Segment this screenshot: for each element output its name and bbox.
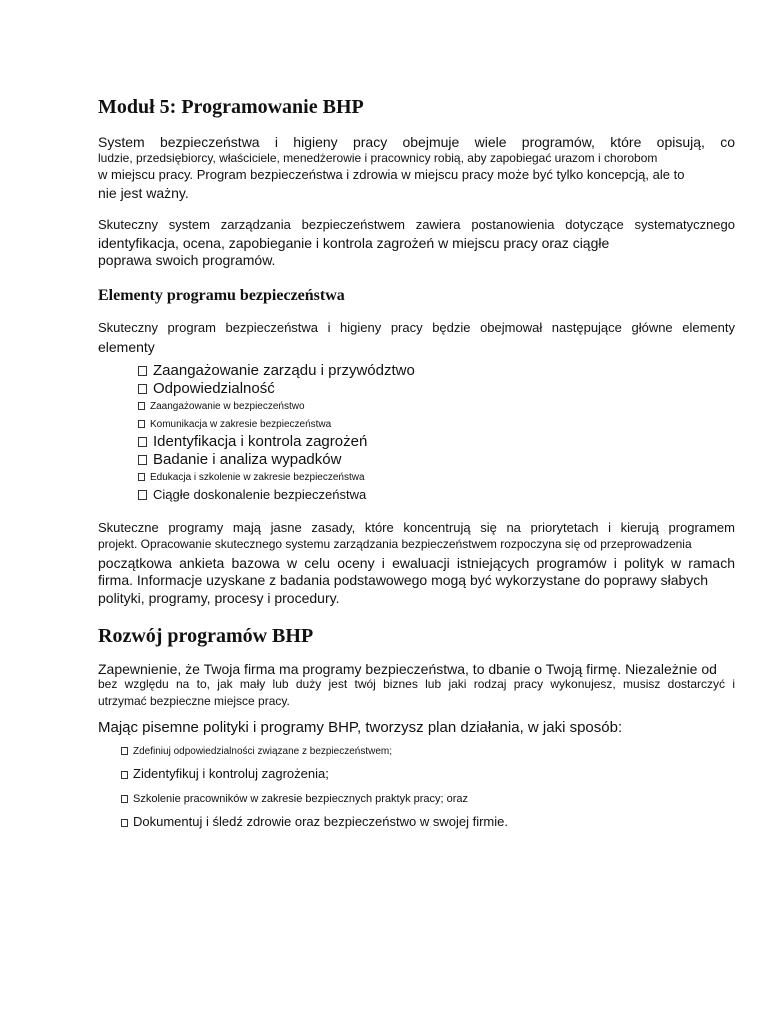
checkbox-bullet-icon <box>138 455 147 465</box>
checkbox-bullet-icon <box>138 384 147 394</box>
list-item: Zdefiniuj odpowiedzialności związane z bezpieczeństwem; <box>121 746 392 758</box>
list-item: Zidentyfikuj i kontroluj zagrożenia; <box>121 767 329 782</box>
section-heading-development: Rozwój programów BHP <box>98 625 314 647</box>
intro-line: w miejscu pracy. Program bezpieczeństwa i zdrowia w miejscu pracy może być tylko koncepcją, ale to <box>98 167 685 182</box>
page-title: Moduł 5: Programowanie BHP <box>98 96 364 118</box>
checkbox-bullet-icon <box>121 819 128 827</box>
list-item: Zaangażowanie zarządu i przywództwo <box>138 362 415 379</box>
checkbox-bullet-icon <box>138 473 145 481</box>
system-line: identyfikacja, ocena, zapobieganie i kontrola zagrożeń w miejscu pracy oraz ciągłe <box>98 235 610 251</box>
elements-intro-line: Skuteczny program bezpieczeństwa i higieny pracy będzie obejmował następujące główne elementy <box>98 320 735 335</box>
intro-line: nie jest ważny. <box>98 185 189 201</box>
effective-line: firma. Informacje uzyskane z badania podstawowego mogą być wykorzystane do poprawy słabych <box>98 572 709 588</box>
elements-intro-line: elementy <box>98 339 155 355</box>
effective-line: początkowa ankieta bazowa w celu oceny i ewaluacji istniejących programów i polityk w ramach <box>98 555 735 571</box>
checkbox-bullet-icon <box>138 402 145 410</box>
effective-line: polityki, programy, procesy i procedury. <box>98 590 340 606</box>
intro-line: ludzie, przedsiębiorcy, właściciele, menedżerowie i pracownicy robią, aby zapobiegać urazom i chorobom <box>98 151 658 165</box>
section-heading-elements: Elementy programu bezpieczeństwa <box>98 287 345 304</box>
development-line: Zapewnienie, że Twoja firma ma programy bezpieczeństwa, to dbanie o Twoją firmę. Niezależnie od <box>98 661 717 677</box>
checkbox-bullet-icon <box>121 747 128 755</box>
checkbox-bullet-icon <box>121 795 128 803</box>
checkbox-bullet-icon <box>138 366 147 376</box>
list-item: Edukacja i szkolenie w zakresie bezpieczeństwa <box>138 472 365 484</box>
effective-line: projekt. Opracowanie skutecznego systemu zarządzania bezpieczeństwem rozpoczyna się od przeprowadzenia <box>98 537 692 551</box>
list-item: Szkolenie pracowników w zakresie bezpiecznych praktyk pracy; oraz <box>121 793 468 806</box>
checkbox-bullet-icon <box>138 437 147 447</box>
list-item: Identyfikacja i kontrola zagrożeń <box>138 433 367 450</box>
list-item: Badanie i analiza wypadków <box>138 451 341 468</box>
system-line: Skuteczny system zarządzania bezpieczeństwem zawiera postanowienia dotyczące systematycznego <box>98 217 735 232</box>
list-item: Odpowiedzialność <box>138 380 275 397</box>
development-line: bez względu na to, jak mały lub duży jest twój biznes lub jaki rodzaj pracy wykonujesz, musisz dostarczyć i <box>98 677 735 691</box>
plan-line: Mając pisemne polityki i programy BHP, tworzysz plan działania, w jaki sposób: <box>98 719 623 736</box>
list-item: Zaangażowanie w bezpieczeństwo <box>138 401 305 413</box>
list-item: Ciągłe doskonalenie bezpieczeństwa <box>138 488 366 503</box>
checkbox-bullet-icon <box>121 771 128 779</box>
intro-line: System bezpieczeństwa i higieny pracy obejmuje wiele programów, które opisują, co <box>98 134 735 150</box>
checkbox-bullet-icon <box>138 420 145 428</box>
list-item: Komunikacja w zakresie bezpieczeństwa <box>138 419 331 431</box>
list-item: Dokumentuj i śledź zdrowie oraz bezpieczeństwo w swojej firmie. <box>121 815 508 830</box>
system-line: poprawa swoich programów. <box>98 252 276 268</box>
development-line: utrzymać bezpieczne miejsce pracy. <box>98 694 290 708</box>
checkbox-bullet-icon <box>138 490 147 500</box>
effective-line: Skuteczne programy mają jasne zasady, które koncentrują się na priorytetach i kierują programem <box>98 520 735 535</box>
